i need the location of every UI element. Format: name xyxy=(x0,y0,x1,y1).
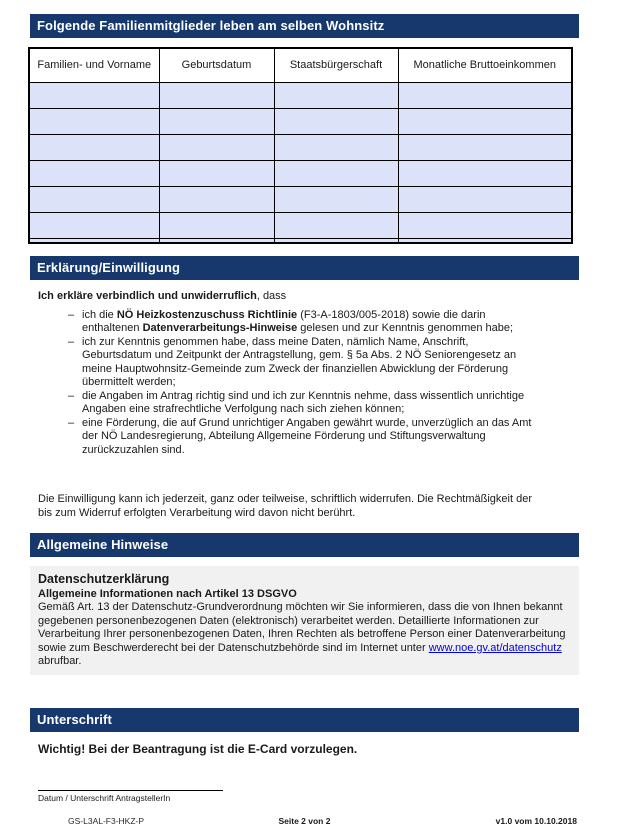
list-item xyxy=(68,309,539,336)
income-field[interactable] xyxy=(398,186,572,212)
declaration-bullet-list xyxy=(30,309,579,458)
citizenship-field[interactable] xyxy=(274,108,398,134)
income-field[interactable] xyxy=(398,134,572,160)
birthdate-field[interactable] xyxy=(159,186,274,212)
form-code: GS-L3AL-F3-HKZ-P xyxy=(68,815,145,826)
bullet-text: die Angaben im Antrag richtig sind und ich zur Kenntnis nehme, dass wissentlich unrichtige Angaben eine strafrechtliche Verfolgung nach sich ziehen können; xyxy=(82,389,525,415)
dash-bullet-icon: – xyxy=(68,308,75,321)
section-header-signature: Unterschrift xyxy=(30,708,579,732)
bullet-text: ich die NÖ Heizkostenzuschuss Richtlinie (F3-A-1803/005-2018) sowie die darin enthaltenen Datenverarbeitungs-Hinweise gelesen und zur Kenntnis genommen habe; xyxy=(82,308,514,334)
citizenship-field[interactable] xyxy=(274,160,398,186)
declaration-intro-rest: , dass xyxy=(256,290,287,302)
birthdate-field[interactable] xyxy=(159,134,274,160)
citizenship-field[interactable] xyxy=(274,186,398,212)
list-item xyxy=(68,336,539,390)
signature-line-label: Datum / Unterschrift AntragstellerIn xyxy=(38,792,171,803)
table-row xyxy=(29,82,572,108)
column-header-birthdate: Geburtsdatum xyxy=(159,48,274,82)
section-header-general-notes: Allgemeine Hinweise xyxy=(30,533,579,557)
privacy-body: Gemäß Art. 13 der Datenschutz-Grundverordnung möchten wir Sie informieren, dass die von Ihnen bekannt gegebenen personenbezogenen Daten (elektronisch) verarbeitet werden. Detaillierte Informationen zur Verarbeitung Ihrer personenbezogenen Daten, Ihren Rechten als betroffene Person einer Datenverarbeitung sowie zum Beschwerderecht bei der Datenschutzbehörde sind im Internet unter www.noe.gv.at/datenschutz abrufbar. xyxy=(38,601,566,667)
birthdate-field[interactable] xyxy=(159,82,274,108)
table-row xyxy=(29,108,572,134)
section-header-declaration: Erklärung/Einwilligung xyxy=(30,256,579,280)
name-field[interactable] xyxy=(29,108,159,134)
dash-bullet-icon: – xyxy=(68,389,75,402)
revocation-note: Die Einwilligung kann ich jederzeit, ganz oder teilweise, schriftlich widerrufen. Die Rechtmäßigkeit der bis zum Widerruf erfolgten Verarbeitung wird davon nicht berührt. xyxy=(38,493,533,519)
privacy-subheading: Allgemeine Informationen nach Artikel 13 DSGVO xyxy=(38,588,297,600)
income-field[interactable] xyxy=(398,82,572,108)
name-field[interactable] xyxy=(29,212,159,238)
page-footer xyxy=(30,816,579,826)
name-field[interactable] xyxy=(29,186,159,212)
column-header-citizenship: Staatsbürgerschaft xyxy=(274,48,398,82)
name-field[interactable] xyxy=(29,82,159,108)
privacy-heading: Datenschutzerklärung xyxy=(38,572,170,586)
table-row xyxy=(29,186,572,212)
birthdate-field[interactable] xyxy=(159,212,274,238)
column-header-income: Monatliche Bruttoeinkommen xyxy=(398,48,572,82)
bullet-text: eine Förderung, die auf Grund unrichtiger Angaben gewährt wurde, unverzüglich an das Amt der NÖ Landesregierung, Abteilung Allgemeine Förderung und Stiftungsverwaltung zurückzuzahlen sind. xyxy=(82,416,532,456)
family-members-table xyxy=(28,47,573,244)
page-number: Seite 2 von 2 xyxy=(278,815,331,826)
name-field[interactable] xyxy=(29,160,159,186)
income-field[interactable] xyxy=(398,108,572,134)
table-row xyxy=(29,160,572,186)
table-row xyxy=(29,212,572,238)
citizenship-field[interactable] xyxy=(274,82,398,108)
section-header-family-members: Folgende Familienmitglieder leben am selben Wohnsitz xyxy=(30,14,579,38)
table-header-row xyxy=(29,48,572,82)
privacy-notice-box xyxy=(30,566,579,675)
table-row xyxy=(29,134,572,160)
list-item xyxy=(68,390,539,417)
name-field[interactable] xyxy=(29,134,159,160)
declaration-intro xyxy=(30,290,579,304)
column-header-name: Familien- und Vorname xyxy=(29,48,159,82)
birthdate-field[interactable] xyxy=(159,160,274,186)
list-item xyxy=(68,417,539,458)
citizenship-field[interactable] xyxy=(274,212,398,238)
birthdate-field[interactable] xyxy=(159,108,274,134)
signature-line[interactable] xyxy=(38,790,223,791)
dash-bullet-icon: – xyxy=(68,335,75,348)
datenschutz-link[interactable]: www.noe.gv.at/datenschutz xyxy=(428,641,562,654)
income-field[interactable] xyxy=(398,212,572,238)
declaration-intro-bold: Ich erkläre verbindlich und unwiderruflich xyxy=(38,290,257,302)
dash-bullet-icon: – xyxy=(68,416,75,429)
ecard-important-note: Wichtig! Bei der Beantragung ist die E-Card vorzulegen. xyxy=(38,741,358,756)
version-info: v1.0 vom 10.10.2018 xyxy=(495,815,577,826)
citizenship-field[interactable] xyxy=(274,134,398,160)
table-row-clipped xyxy=(29,238,572,243)
income-field[interactable] xyxy=(398,160,572,186)
bullet-text: ich zur Kenntnis genommen habe, dass meine Daten, nämlich Name, Anschrift, Geburtsdatum und Zeitpunkt der Antragstellung, gem. § 5a Abs. 2 NÖ Seniorengesetz an meine Hauptwohnsitz-Gemeinde zum Zweck der finanziellen Abwicklung der Förderung übermittelt werden; xyxy=(82,335,517,388)
